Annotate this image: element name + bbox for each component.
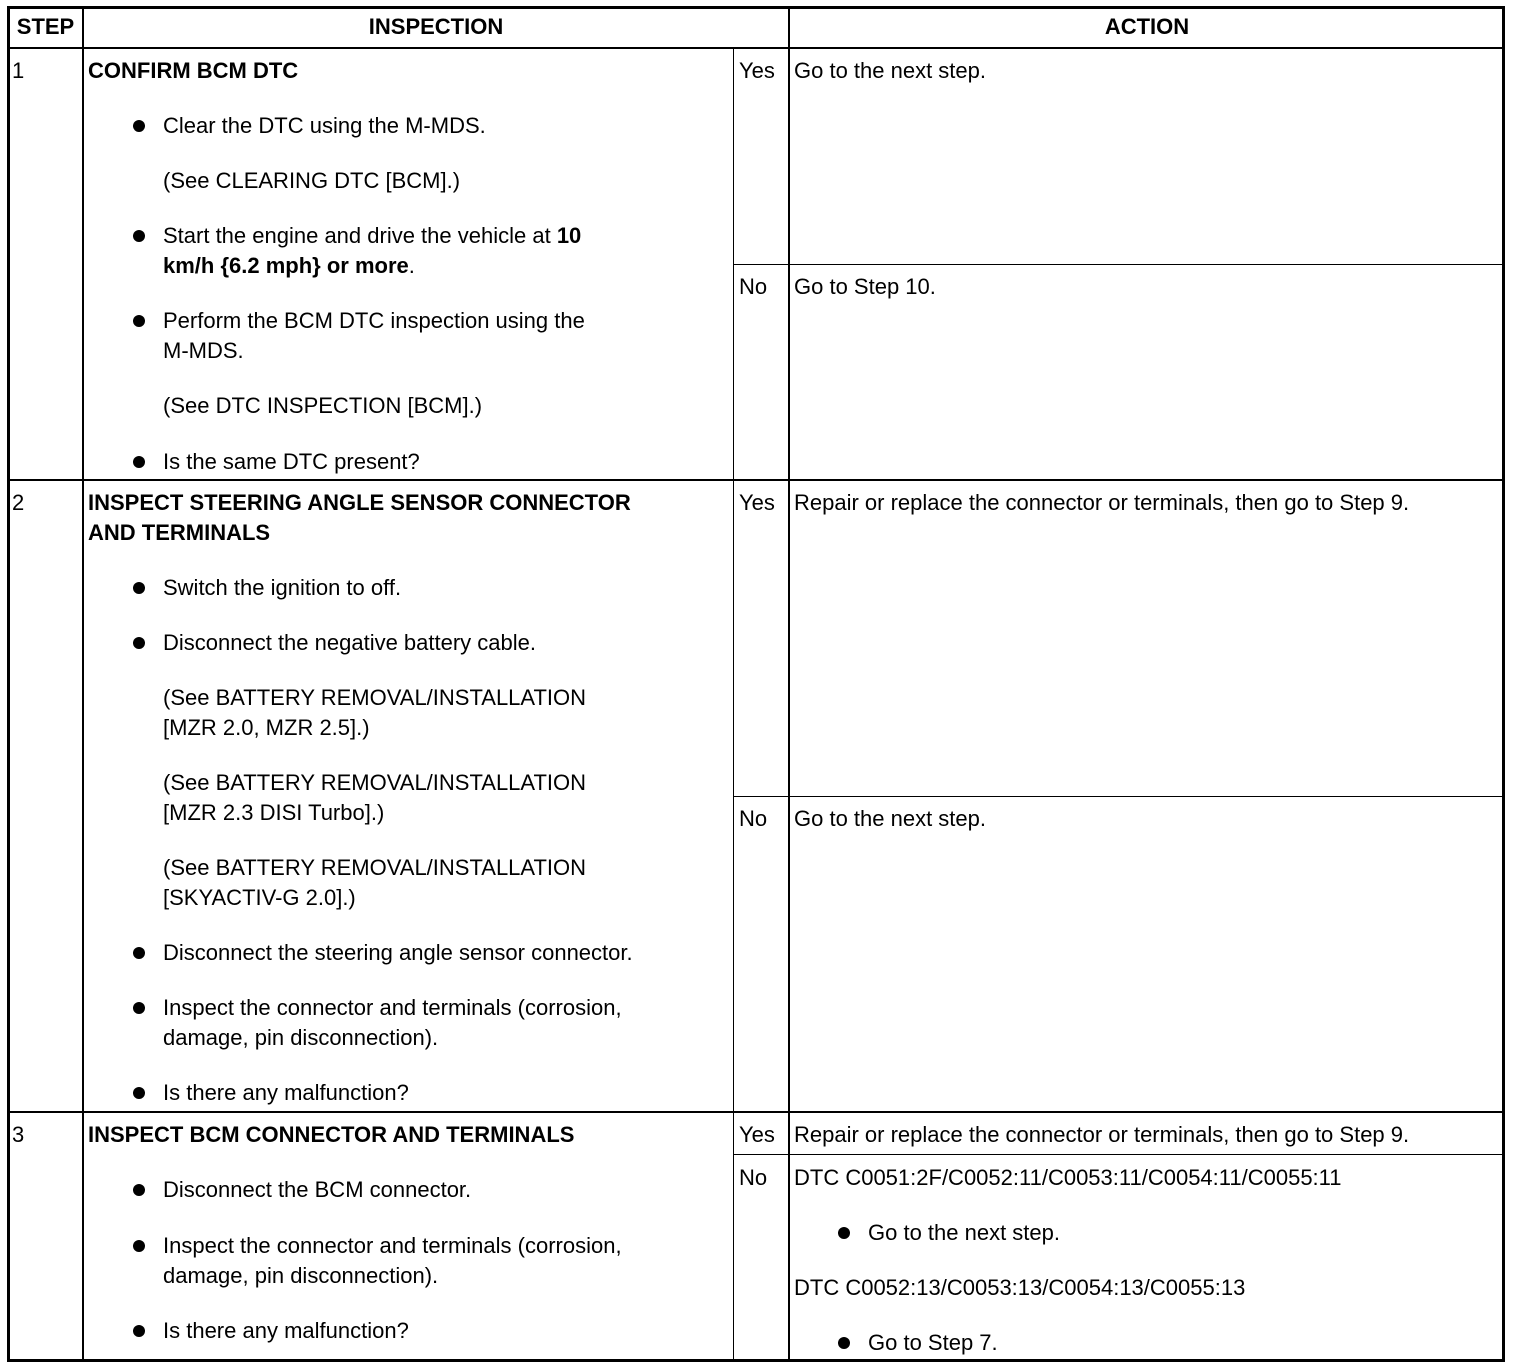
step-title-cont: AND TERMINALS [88,520,271,545]
bullet-icon [133,120,145,132]
bullet-icon [133,1240,145,1252]
inspection-item-cont: M-MDS. [163,338,244,363]
inspection-item: Disconnect the negative battery cable. [163,630,537,655]
bullet-icon [133,315,145,327]
bullet-icon [133,637,145,649]
inspection-reference-cont: [SKYACTIV-G 2.0].) [163,885,356,910]
inspection-reference-cont: [MZR 2.0, MZR 2.5].) [163,715,370,740]
yes-label: Yes [739,1122,775,1147]
inspection-question: Is there any malfunction? [163,1318,409,1343]
yes-no-divider-1 [734,264,1505,265]
inspection-reference-cont: [MZR 2.3 DISI Turbo].) [163,800,385,825]
bullet-icon [133,456,145,468]
header-action: ACTION [1104,14,1190,39]
yes-no-divider-2 [734,796,1505,797]
no-label: No [739,1165,768,1190]
inspection-reference: (See BATTERY REMOVAL/INSTALLATION [163,855,587,880]
no-action: Go to the next step. [794,806,987,831]
no-action-item: Go to Step 7. [868,1330,998,1355]
header-inspection: INSPECTION [368,14,504,39]
inspection-item: Disconnect the steering angle sensor connector. [163,940,633,965]
inspection-reference: (See DTC INSPECTION [BCM].) [163,393,483,418]
row-divider-2 [8,1111,1505,1113]
inspection-item: Disconnect the BCM connector. [163,1177,472,1202]
yes-action: Go to the next step. [794,58,987,83]
inspection-question: Is the same DTC present? [163,449,420,474]
bullet-icon [133,582,145,594]
no-action-dtc: DTC C0051:2F/C0052:11/C0053:11/C0054:11/C0055:11 [794,1165,1342,1190]
header-step: STEP [16,14,75,39]
inspection-question: Is there any malfunction? [163,1080,409,1105]
no-label: No [739,806,768,831]
yes-label: Yes [739,490,775,515]
yes-action: Repair or replace the connector or terminals, then go to Step 9. [794,490,1410,515]
bullet-icon [133,947,145,959]
inspection-item: Start the engine and drive the vehicle at 10 [163,223,582,248]
no-action-item: Go to the next step. [868,1220,1061,1245]
action-col-divider [788,8,790,1362]
step-number: 2 [12,490,25,515]
inspection-item-cont: damage, pin disconnection). [163,1263,439,1288]
yesno-col-divider [733,48,734,1362]
bullet-icon [133,1087,145,1099]
inspection-item-cont: km/h {6.2 mph} or more. [163,253,415,278]
inspection-reference: (See BATTERY REMOVAL/INSTALLATION [163,685,587,710]
inspection-item: Inspect the connector and terminals (corrosion, [163,995,622,1020]
no-action: Go to Step 10. [794,274,936,299]
yes-label: Yes [739,58,775,83]
yes-action: Repair or replace the connector or terminals, then go to Step 9. [794,1122,1410,1147]
bullet-icon [133,230,145,242]
step-title: INSPECT STEERING ANGLE SENSOR CONNECTOR [88,490,631,515]
inspection-item-cont: damage, pin disconnection). [163,1025,439,1050]
step-title: INSPECT BCM CONNECTOR AND TERMINALS [88,1122,575,1147]
step-number: 3 [12,1122,25,1147]
row-divider-1 [8,479,1505,481]
step-title: CONFIRM BCM DTC [88,58,299,83]
inspection-item: Clear the DTC using the M-MDS. [163,113,486,138]
bullet-icon [133,1325,145,1337]
step-number: 1 [12,58,25,83]
step-col-divider [82,8,84,1362]
yes-no-divider-3 [734,1154,1505,1155]
bullet-icon [838,1337,850,1349]
header-divider [8,47,1505,49]
inspection-item: Perform the BCM DTC inspection using the [163,308,585,333]
inspection-item: Switch the ignition to off. [163,575,402,600]
inspection-reference: (See CLEARING DTC [BCM].) [163,168,461,193]
inspection-item: Inspect the connector and terminals (corrosion, [163,1233,622,1258]
no-action-dtc: DTC C0052:13/C0053:13/C0054:13/C0055:13 [794,1275,1246,1300]
inspection-reference: (See BATTERY REMOVAL/INSTALLATION [163,770,587,795]
bullet-icon [838,1227,850,1239]
no-label: No [739,274,768,299]
bullet-icon [133,1002,145,1014]
bullet-icon [133,1184,145,1196]
